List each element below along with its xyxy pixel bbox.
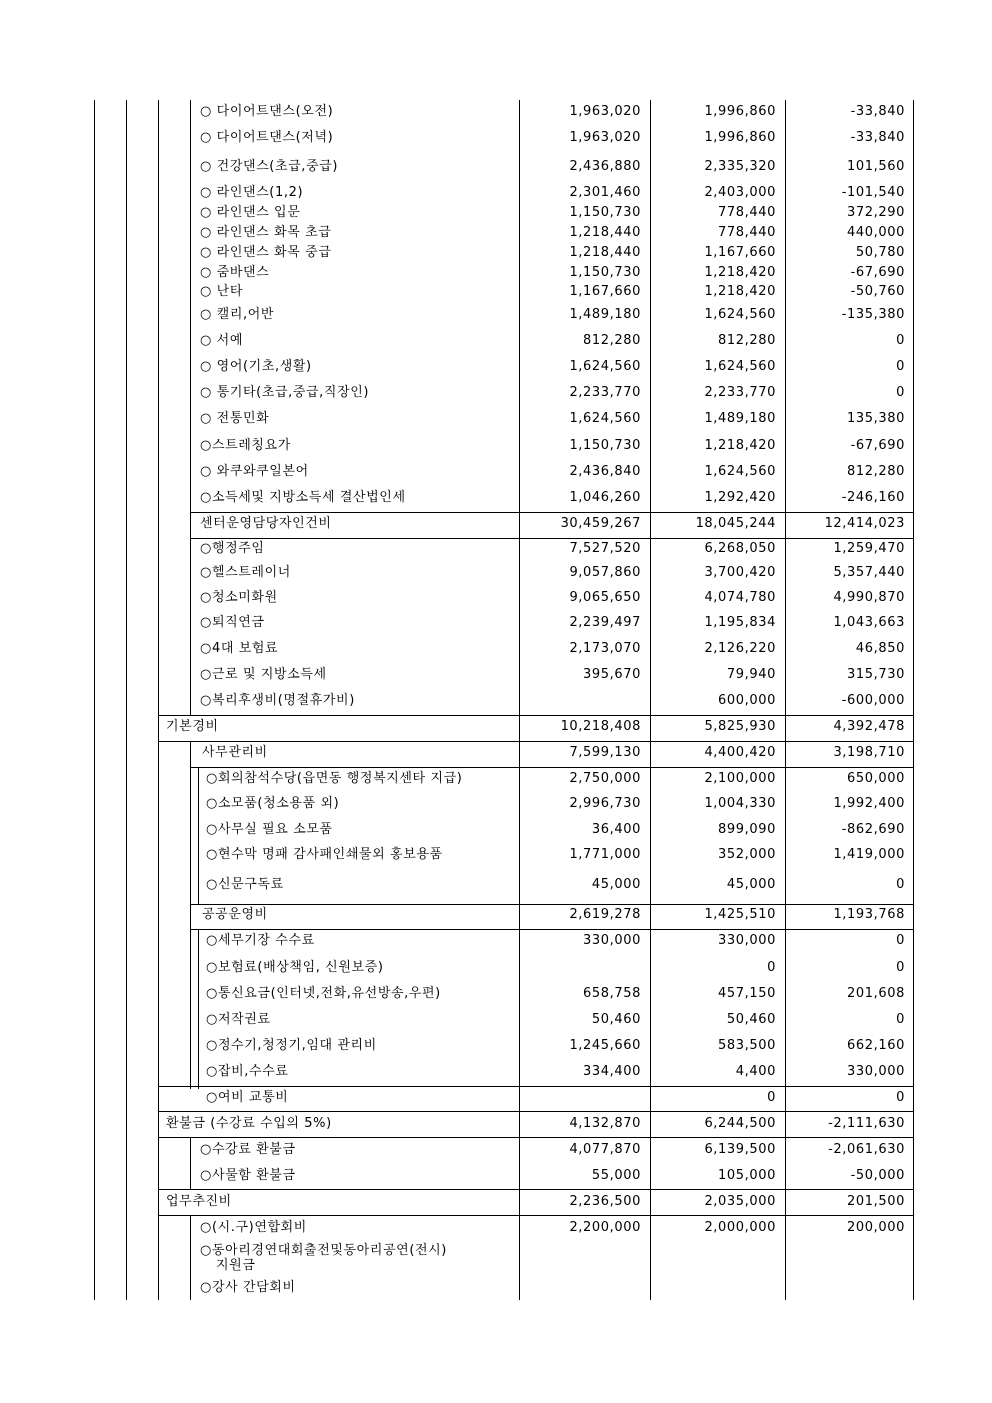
value-col-2: 3,700,420 bbox=[704, 565, 776, 580]
value-col-2: 2,335,320 bbox=[704, 159, 776, 174]
value-col-1: 658,758 bbox=[583, 986, 641, 1001]
value-col-2: 2,100,000 bbox=[704, 771, 776, 786]
value-col-1: 7,599,130 bbox=[569, 745, 641, 760]
col-border bbox=[519, 100, 520, 1300]
value-col-1: 1,489,180 bbox=[569, 307, 641, 322]
col-border bbox=[190, 1215, 191, 1300]
value-col-1: 2,200,000 bbox=[569, 1220, 641, 1235]
value-col-1: 2,301,460 bbox=[569, 185, 641, 200]
value-col-1: 395,670 bbox=[583, 667, 641, 682]
row-label: ○근로 및 지방소득세 bbox=[200, 667, 327, 682]
value-col-2: 778,440 bbox=[718, 225, 776, 240]
value-col-2: 1,489,180 bbox=[704, 411, 776, 426]
row-border bbox=[190, 512, 913, 513]
value-col-1: 1,150,730 bbox=[569, 438, 641, 453]
value-col-3: -600,000 bbox=[841, 693, 905, 708]
value-col-2: 6,244,500 bbox=[704, 1116, 776, 1131]
row-border bbox=[158, 741, 913, 742]
row-label: 업무추진비 bbox=[166, 1194, 232, 1209]
col-border bbox=[650, 100, 651, 1300]
value-col-2: 1,624,560 bbox=[704, 307, 776, 322]
row-label: ○소모품(청소용품 외) bbox=[206, 796, 340, 811]
value-col-1: 2,619,278 bbox=[569, 907, 641, 922]
value-col-1: 7,527,520 bbox=[569, 541, 641, 556]
value-col-2: 6,139,500 bbox=[704, 1142, 776, 1157]
row-label: ○신문구독료 bbox=[206, 877, 284, 892]
value-col-3: -135,380 bbox=[841, 307, 905, 322]
row-label: ○청소미화원 bbox=[200, 590, 278, 605]
row-border bbox=[158, 1215, 913, 1216]
value-col-2: 1,218,420 bbox=[704, 284, 776, 299]
value-col-2: 1,167,660 bbox=[704, 245, 776, 260]
row-label: ○정수기,청정기,임대 관리비 bbox=[206, 1038, 377, 1053]
value-col-3: -2,061,630 bbox=[828, 1142, 905, 1157]
value-col-1: 50,460 bbox=[591, 1012, 641, 1027]
row-label: 지원금 bbox=[216, 1258, 256, 1273]
value-col-3: 0 bbox=[896, 385, 905, 400]
col-border bbox=[190, 100, 191, 715]
value-col-2: 45,000 bbox=[726, 877, 776, 892]
row-label: ○퇴직연금 bbox=[200, 615, 265, 630]
value-col-3: 1,419,000 bbox=[833, 847, 905, 862]
value-col-1: 1,963,020 bbox=[569, 130, 641, 145]
row-border bbox=[158, 1111, 913, 1112]
col-border bbox=[94, 100, 95, 1300]
row-label: ○동아리경연대회출전및동아리공연(전시) bbox=[200, 1243, 447, 1258]
value-col-1: 4,077,870 bbox=[569, 1142, 641, 1157]
value-col-1: 334,400 bbox=[583, 1064, 641, 1079]
row-border bbox=[158, 1137, 913, 1138]
value-col-1: 55,000 bbox=[591, 1168, 641, 1183]
row-label: ○ 라인댄스 화목 중급 bbox=[200, 245, 332, 260]
row-label: ○ 난타 bbox=[200, 284, 243, 299]
value-col-1: 330,000 bbox=[583, 933, 641, 948]
row-label: 기본경비 bbox=[166, 719, 219, 734]
value-col-1: 2,236,500 bbox=[569, 1194, 641, 1209]
value-col-3: -862,690 bbox=[841, 822, 905, 837]
value-col-3: -33,840 bbox=[850, 130, 905, 145]
value-col-2: 583,500 bbox=[718, 1038, 776, 1053]
col-border bbox=[158, 100, 159, 1300]
value-col-1: 1,218,440 bbox=[569, 225, 641, 240]
value-col-3: -67,690 bbox=[850, 438, 905, 453]
value-col-2: 50,460 bbox=[726, 1012, 776, 1027]
value-col-3: 1,259,470 bbox=[833, 541, 905, 556]
value-col-3: -2,111,630 bbox=[828, 1116, 905, 1131]
value-col-3: 46,850 bbox=[855, 641, 905, 656]
value-col-2: 4,074,780 bbox=[704, 590, 776, 605]
value-col-1: 1,046,260 bbox=[569, 490, 641, 505]
row-border bbox=[190, 904, 913, 905]
value-col-3: 0 bbox=[896, 877, 905, 892]
value-col-3: -67,690 bbox=[850, 265, 905, 280]
value-col-3: -50,760 bbox=[850, 284, 905, 299]
value-col-3: 662,160 bbox=[847, 1038, 905, 1053]
value-col-2: 4,400 bbox=[735, 1064, 776, 1079]
value-col-3: 4,392,478 bbox=[833, 719, 905, 734]
row-border bbox=[158, 1086, 913, 1087]
row-label: ○ 다이어트댄스(저녁) bbox=[200, 130, 334, 145]
row-label: ○세무기장 수수료 bbox=[206, 933, 315, 948]
col-border bbox=[913, 100, 914, 1300]
col-border bbox=[785, 100, 786, 1300]
value-col-1: 45,000 bbox=[591, 877, 641, 892]
value-col-3: -101,540 bbox=[841, 185, 905, 200]
row-label: ○ 줌바댄스 bbox=[200, 265, 270, 280]
value-col-3: 50,780 bbox=[855, 245, 905, 260]
value-col-2: 2,035,000 bbox=[704, 1194, 776, 1209]
value-col-1: 9,065,650 bbox=[569, 590, 641, 605]
value-col-2: 1,624,560 bbox=[704, 359, 776, 374]
col-border bbox=[190, 741, 191, 1089]
value-col-1: 1,218,440 bbox=[569, 245, 641, 260]
value-col-2: 2,000,000 bbox=[704, 1220, 776, 1235]
row-label: ○보험료(배상책임, 신원보증) bbox=[206, 960, 384, 975]
value-col-1: 2,750,000 bbox=[569, 771, 641, 786]
value-col-3: 0 bbox=[896, 359, 905, 374]
row-label: 센터운영담당자인건비 bbox=[200, 516, 332, 531]
value-col-1: 2,996,730 bbox=[569, 796, 641, 811]
value-col-2: 1,996,860 bbox=[704, 104, 776, 119]
value-col-2: 105,000 bbox=[718, 1168, 776, 1183]
row-label: ○스트레칭요가 bbox=[200, 438, 291, 453]
value-col-3: 1,992,400 bbox=[833, 796, 905, 811]
value-col-3: 135,380 bbox=[847, 411, 905, 426]
row-label: ○통신요금(인터넷,전화,유선방송,우편) bbox=[206, 986, 441, 1001]
row-border bbox=[190, 767, 913, 768]
row-label: ○사무실 필요 소모품 bbox=[206, 822, 333, 837]
row-label: ○현수막 명패 감사패인쇄물외 홍보용품 bbox=[206, 847, 443, 862]
row-label: ○헬스트레이너 bbox=[200, 565, 291, 580]
value-col-1: 1,150,730 bbox=[569, 205, 641, 220]
row-label: ○소득세및 지방소득세 결산법인세 bbox=[200, 490, 406, 505]
row-label: ○ 전통민화 bbox=[200, 411, 270, 426]
value-col-1: 1,624,560 bbox=[569, 411, 641, 426]
value-col-2: 778,440 bbox=[718, 205, 776, 220]
row-label: ○ 통기타(초급,중급,직장인) bbox=[200, 385, 370, 400]
row-label: ○ 라인댄스 입문 bbox=[200, 205, 301, 220]
value-col-2: 457,150 bbox=[718, 986, 776, 1001]
row-label: 사무관리비 bbox=[202, 745, 268, 760]
value-col-1: 2,173,070 bbox=[569, 641, 641, 656]
row-label: ○회의참석수당(읍면동 행정복지센타 지급) bbox=[206, 771, 463, 786]
value-col-2: 1,218,420 bbox=[704, 265, 776, 280]
row-border bbox=[158, 715, 913, 716]
value-col-1: 1,963,020 bbox=[569, 104, 641, 119]
value-col-3: 4,990,870 bbox=[833, 590, 905, 605]
value-col-2: 4,400,420 bbox=[704, 745, 776, 760]
value-col-2: 2,403,000 bbox=[704, 185, 776, 200]
value-col-3: 0 bbox=[896, 333, 905, 348]
value-col-2: 18,045,244 bbox=[695, 516, 776, 531]
row-border bbox=[190, 929, 913, 930]
value-col-2: 0 bbox=[767, 960, 776, 975]
row-label: ○ 다이어트댄스(오전) bbox=[200, 104, 334, 119]
value-col-2: 1,996,860 bbox=[704, 130, 776, 145]
value-col-3: 0 bbox=[896, 960, 905, 975]
value-col-1: 2,239,497 bbox=[569, 615, 641, 630]
value-col-2: 2,233,770 bbox=[704, 385, 776, 400]
value-col-3: 3,198,710 bbox=[833, 745, 905, 760]
row-label: 공공운영비 bbox=[202, 907, 268, 922]
value-col-1: 1,245,660 bbox=[569, 1038, 641, 1053]
row-border bbox=[190, 538, 913, 539]
row-border bbox=[158, 1189, 913, 1190]
value-col-3: 330,000 bbox=[847, 1064, 905, 1079]
value-col-3: 5,357,440 bbox=[833, 565, 905, 580]
row-label: ○ 라인댄스 화목 초급 bbox=[200, 225, 332, 240]
value-col-3: 1,043,663 bbox=[833, 615, 905, 630]
value-col-1: 2,233,770 bbox=[569, 385, 641, 400]
value-col-2: 812,280 bbox=[718, 333, 776, 348]
value-col-3: -246,160 bbox=[841, 490, 905, 505]
value-col-1: 1,624,560 bbox=[569, 359, 641, 374]
row-label: ○저작권료 bbox=[206, 1012, 271, 1027]
value-col-2: 1,195,834 bbox=[704, 615, 776, 630]
value-col-1: 4,132,870 bbox=[569, 1116, 641, 1131]
value-col-1: 1,150,730 bbox=[569, 265, 641, 280]
value-col-3: 315,730 bbox=[847, 667, 905, 682]
value-col-2: 1,425,510 bbox=[704, 907, 776, 922]
row-label: ○(시.구)연합회비 bbox=[200, 1220, 307, 1235]
value-col-3: 0 bbox=[896, 1090, 905, 1105]
value-col-3: 0 bbox=[896, 933, 905, 948]
value-col-2: 330,000 bbox=[718, 933, 776, 948]
value-col-1: 1,771,000 bbox=[569, 847, 641, 862]
value-col-2: 79,940 bbox=[726, 667, 776, 682]
value-col-2: 1,624,560 bbox=[704, 464, 776, 479]
value-col-3: 650,000 bbox=[847, 771, 905, 786]
value-col-3: 101,560 bbox=[847, 159, 905, 174]
value-col-3: -50,000 bbox=[850, 1168, 905, 1183]
row-label: ○잡비,수수료 bbox=[206, 1064, 289, 1079]
value-col-3: 0 bbox=[896, 1012, 905, 1027]
col-border bbox=[198, 767, 199, 904]
row-label: ○복리후생비(명절휴가비) bbox=[200, 693, 355, 708]
col-border bbox=[198, 929, 199, 1089]
row-label: ○ 영어(기초,생활) bbox=[200, 359, 312, 374]
value-col-1: 1,167,660 bbox=[569, 284, 641, 299]
row-label: ○ 건강댄스(초급,중급) bbox=[200, 159, 339, 174]
row-label: ○여비 교통비 bbox=[206, 1090, 289, 1105]
value-col-1: 10,218,408 bbox=[560, 719, 641, 734]
value-col-3: 372,290 bbox=[847, 205, 905, 220]
col-border bbox=[126, 100, 127, 1300]
value-col-2: 5,825,930 bbox=[704, 719, 776, 734]
row-label: ○ 캘리,어반 bbox=[200, 307, 275, 322]
value-col-2: 600,000 bbox=[718, 693, 776, 708]
row-label: ○수강료 환불금 bbox=[200, 1142, 296, 1157]
value-col-1: 2,436,840 bbox=[569, 464, 641, 479]
value-col-2: 6,268,050 bbox=[704, 541, 776, 556]
value-col-3: 12,414,023 bbox=[824, 516, 905, 531]
value-col-3: 201,608 bbox=[847, 986, 905, 1001]
row-label: ○4대 보험료 bbox=[200, 641, 279, 656]
value-col-2: 899,090 bbox=[718, 822, 776, 837]
value-col-1: 36,400 bbox=[591, 822, 641, 837]
row-label: ○ 서예 bbox=[200, 333, 243, 348]
value-col-1: 9,057,860 bbox=[569, 565, 641, 580]
row-label: ○사물함 환불금 bbox=[200, 1168, 296, 1183]
row-label: 환불금 (수강료 수입의 5%) bbox=[166, 1116, 332, 1131]
value-col-1: 2,436,880 bbox=[569, 159, 641, 174]
row-label: ○ 와쿠와쿠일본어 bbox=[200, 464, 309, 479]
value-col-2: 0 bbox=[767, 1090, 776, 1105]
row-label: ○행정주임 bbox=[200, 541, 265, 556]
value-col-3: 200,000 bbox=[847, 1220, 905, 1235]
value-col-2: 2,126,220 bbox=[704, 641, 776, 656]
value-col-3: 812,280 bbox=[847, 464, 905, 479]
value-col-1: 812,280 bbox=[583, 333, 641, 348]
value-col-3: 201,500 bbox=[847, 1194, 905, 1209]
col-border bbox=[190, 1137, 191, 1189]
value-col-1: 30,459,267 bbox=[560, 516, 641, 531]
value-col-2: 352,000 bbox=[718, 847, 776, 862]
row-label: ○ 라인댄스(1,2) bbox=[200, 185, 304, 200]
value-col-2: 1,218,420 bbox=[704, 438, 776, 453]
value-col-2: 1,292,420 bbox=[704, 490, 776, 505]
value-col-3: -33,840 bbox=[850, 104, 905, 119]
value-col-2: 1,004,330 bbox=[704, 796, 776, 811]
value-col-3: 440,000 bbox=[847, 225, 905, 240]
row-label: ○강사 간담회비 bbox=[200, 1280, 296, 1295]
value-col-3: 1,193,768 bbox=[833, 907, 905, 922]
